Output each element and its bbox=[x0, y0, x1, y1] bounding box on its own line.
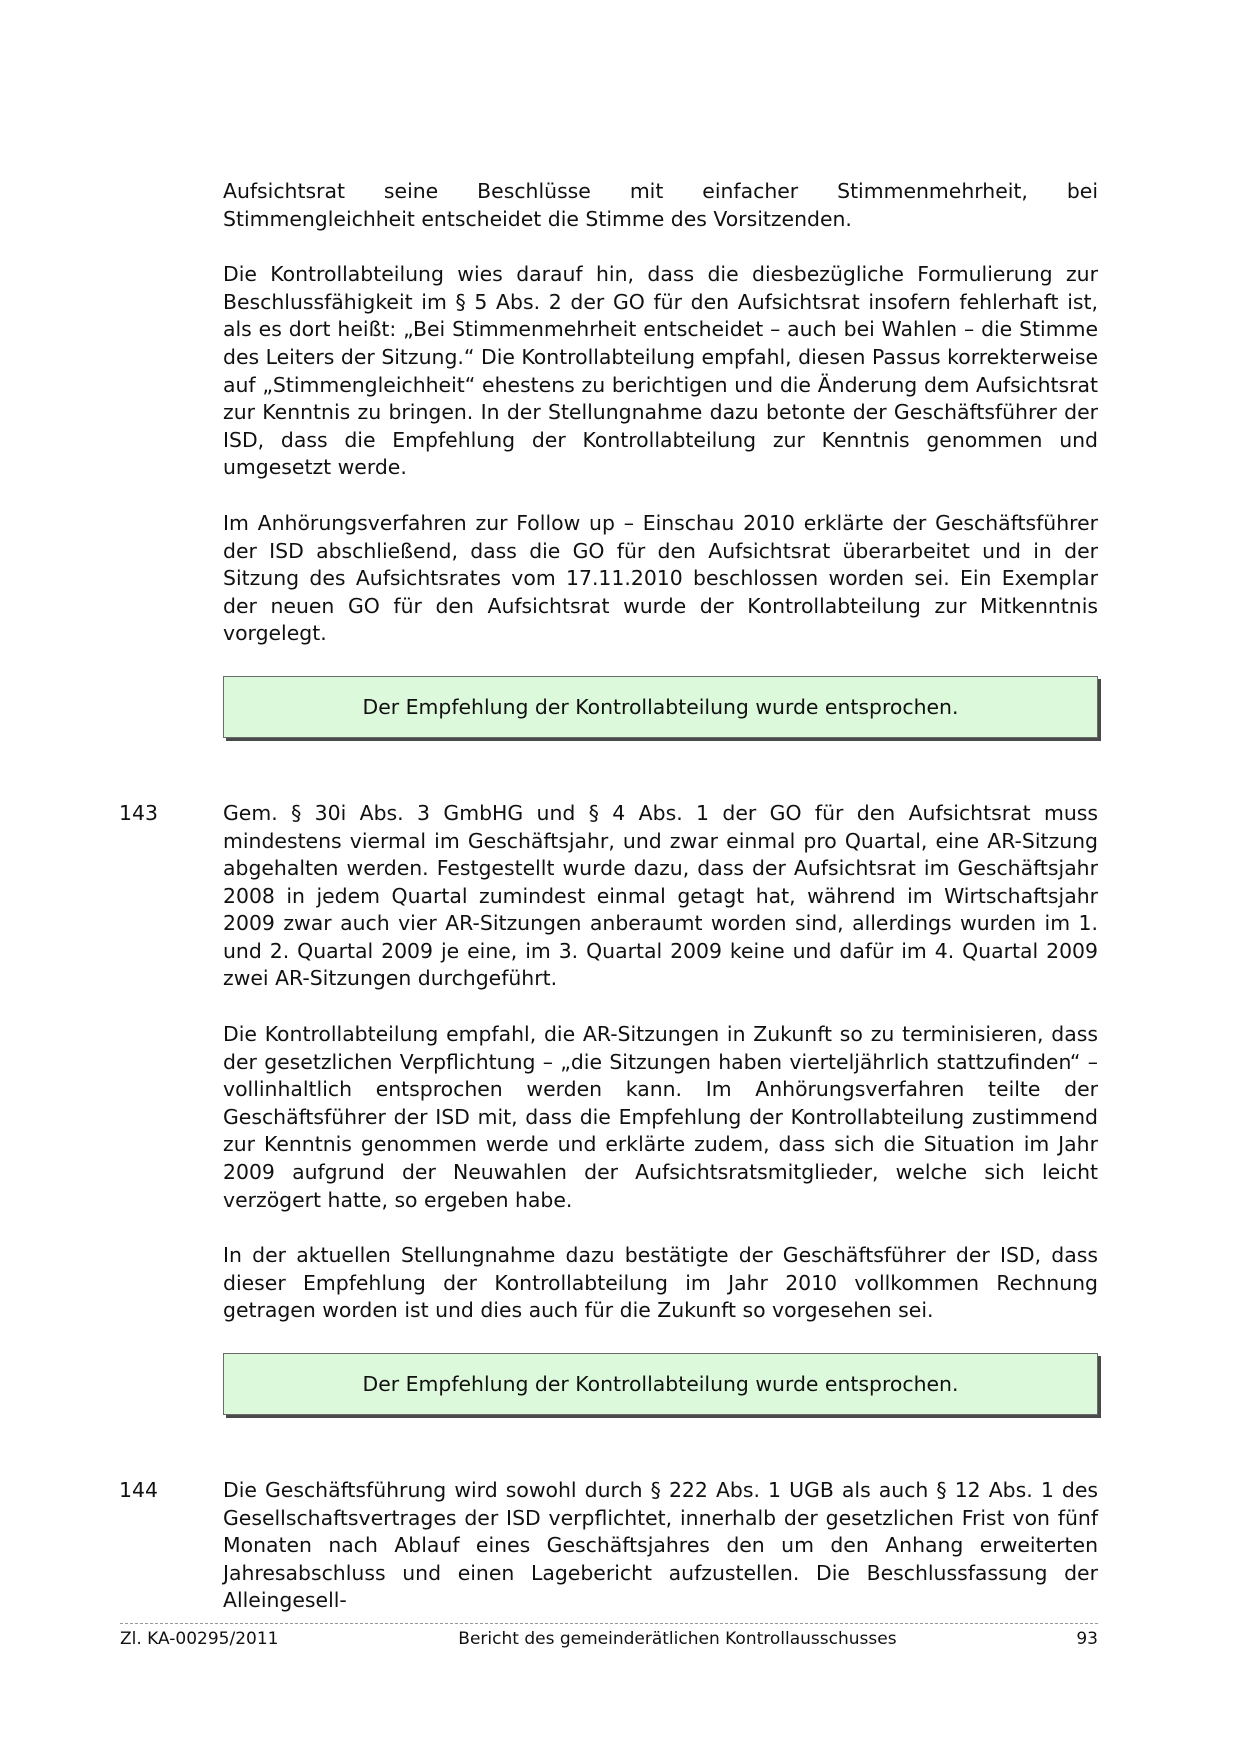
paragraph-text: Gem. § 30i Abs. 3 GmbHG und § 4 Abs. 1 der GO für den Aufsichtsrat muss mindestens viermal im Geschäftsjahr, und zwar einmal pro Quartal, eine AR-Sitzung abgehalten werden. Festgestellt wurde dazu, dass der Aufsichtsrat im Geschäftsjahr 2008 in jedem Quartal zumindest einmal getagt hat, während im Wirtschaftsjahr 2009 zwar auch vier AR-Sitzungen anberaumt worden sind, allerdings wurden im 1. und 2. Quartal 2009 je eine, im 3. Quartal 2009 keine und dafür im 4. Quartal 2009 zwei AR-Sitzungen durchgeführt. bbox=[223, 800, 1098, 991]
paragraph-recommendation-meetings: Die Kontrollabteilung empfahl, die AR-Sitzungen in Zukunft so zu terminisieren, dass der gesetzlichen Verpflichtung – „die Sitzungen haben vierteljährlich stattzufinden“ – vollinhaltlich entsprochen werden kann. Im Anhörungsverfahren teilte der Geschäftsführer der ISD mit, dass die Empfehlung der Kontrollabteilung zustimmend zur Kenntnis genommen werde und erklärte zudem, dass sich die Situation im Jahr 2009 aufgrund der Neuwahlen der Aufsichtsratsmitglieder, welche sich leicht verzögert hatte, so ergeben habe. bbox=[223, 1022, 1098, 1212]
paragraph-hearing: Im Anhörungsverfahren zur Follow up – Einschau 2010 erklärte der Geschäftsführer der ISD abschließend, dass die GO für den Aufsichtsrat überarbeitet und in der Sitzung des Aufsichtsrates vom 17.11.2010 beschlossen worden sei. Ein Exemplar der neuen GO für den Aufsichtsrat wurde der Kontrollabteilung zur Mitkenntnis vorgelegt. bbox=[223, 510, 1098, 646]
paragraph-continuation: Aufsichtsrat seine Beschlüsse mit einfacher Stimmenmehrheit, bei Stimmengleichheit entscheidet die Stimme des Vorsitzenden. bbox=[223, 179, 1098, 231]
paragraph-number: 143 bbox=[119, 800, 158, 825]
paragraph-current-statement: In der aktuellen Stellungnahme dazu bestätigte der Geschäftsführer der ISD, dass dieser Empfehlung der Kontrollabteilung im Jahr 2010 vollkommen Rechnung getragen worden ist und dies auch für die Zukunft so vorgesehen sei. bbox=[223, 1243, 1098, 1323]
result-box-text: Der Empfehlung der Kontrollabteilung wurde entsprochen. bbox=[362, 694, 959, 719]
paragraph-text: Die Geschäftsführung wird sowohl durch § 222 Abs. 1 UGB als auch § 12 Abs. 1 des Gesellschaftsvertrages der ISD verpflichtet, innerhalb der gesetzlichen Frist von fünf Monaten nach Ablauf eines Geschäftsjahres den um den Anhang erweiterten Jahresabschluss und einen Lagebericht aufzustellen. Die Beschlussfassung der Alleingesell- bbox=[223, 1478, 1098, 1613]
paragraph-recommendation: Die Kontrollabteilung wies darauf hin, dass die diesbezügliche Formulierung zur Beschlussfähigkeit im § 5 Abs. 2 der GO für den Aufsichtsrat insofern fehlerhaft ist, als es dort heißt: „Bei Stimmenmehrheit entscheidet – auch bei Wahlen – die Stimme des Leiters der Sitzung.“ Die Kontrollabteilung empfahl, diesen Passus korrekterweise auf „Stimmengleichheit“ ehestens zu berichtigen und die Änderung dem Aufsichtsrat zur Kenntnis zu bringen. In der Stellungnahme dazu betonte der Geschäftsführer der ISD, dass die Empfehlung der Kontrollabteilung zur Kenntnis genommen und umgesetzt werde. bbox=[223, 262, 1098, 480]
result-box bbox=[223, 676, 1098, 738]
footer-title: Bericht des gemeinderätlichen Kontrollausschusses bbox=[458, 1629, 897, 1649]
footer-reference: Zl. KA-00295/2011 bbox=[120, 1629, 279, 1649]
result-box bbox=[223, 1353, 1098, 1415]
result-box-text: Der Empfehlung der Kontrollabteilung wurde entsprochen. bbox=[362, 1372, 959, 1396]
footer-page-number: 93 bbox=[1076, 1629, 1098, 1649]
paragraph-number: 144 bbox=[119, 1478, 158, 1502]
paragraph-144 bbox=[119, 1477, 1098, 1615]
page-footer bbox=[120, 1623, 1098, 1649]
paragraph-143 bbox=[119, 800, 1098, 993]
